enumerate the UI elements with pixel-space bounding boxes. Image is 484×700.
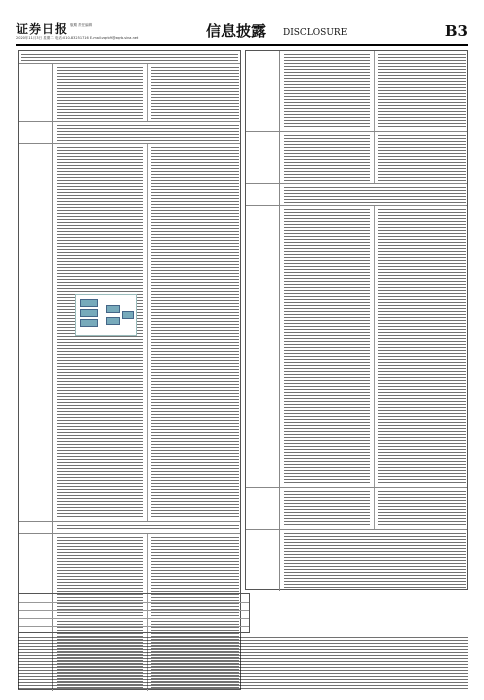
row-label xyxy=(246,132,280,183)
row-label xyxy=(246,530,280,591)
row-label xyxy=(19,522,53,533)
bottom-section xyxy=(18,593,468,690)
text-block xyxy=(282,51,372,131)
diagram-box xyxy=(106,305,120,313)
summary-table xyxy=(18,593,250,633)
column-divider xyxy=(147,144,148,521)
diagram-box xyxy=(80,299,98,307)
table-row xyxy=(246,529,467,591)
text-block xyxy=(282,206,372,487)
table-row xyxy=(246,183,467,205)
row-label xyxy=(19,144,53,521)
table-row xyxy=(19,610,249,611)
section-title: 信息披露 xyxy=(206,22,267,40)
text-block xyxy=(376,488,468,529)
text-block xyxy=(55,64,145,121)
row-label xyxy=(246,206,280,487)
right-table xyxy=(245,50,468,590)
row-label xyxy=(19,64,53,121)
column-divider xyxy=(374,488,375,529)
table-row xyxy=(19,121,240,143)
masthead-rule xyxy=(16,44,468,46)
table-row xyxy=(246,205,467,487)
text-block xyxy=(282,184,468,205)
diagram-box xyxy=(122,311,134,319)
ownership-diagram xyxy=(75,294,137,336)
table-row xyxy=(246,487,467,529)
text-block xyxy=(282,488,372,529)
dateline: 2020年11月3日 星期二 电话:010-83251716 E-mail:zqrb9@zqrb.sina.net xyxy=(16,36,139,40)
row-label xyxy=(246,51,280,131)
column-divider xyxy=(374,206,375,487)
column-divider xyxy=(374,132,375,183)
page-number: B3 xyxy=(444,22,468,40)
column-divider xyxy=(147,64,148,121)
text-block xyxy=(282,132,372,183)
closing-paragraphs xyxy=(18,637,468,690)
table-row xyxy=(246,51,467,131)
row-label xyxy=(246,488,280,529)
table-row xyxy=(19,63,240,121)
table-row xyxy=(19,618,249,619)
table-row xyxy=(19,602,249,603)
column-divider xyxy=(374,51,375,131)
row-label xyxy=(246,184,280,205)
text-block xyxy=(149,64,241,121)
table-row xyxy=(19,626,249,627)
row-label xyxy=(19,122,53,143)
text-block xyxy=(55,122,241,143)
edition-info: 版期 责任编辑 xyxy=(70,23,93,27)
table-row xyxy=(19,521,240,533)
text-block xyxy=(376,132,468,183)
text-block xyxy=(149,144,241,521)
text-block xyxy=(19,51,240,63)
text-block xyxy=(376,206,468,487)
table-row xyxy=(19,143,240,521)
text-block xyxy=(55,522,241,533)
masthead xyxy=(0,0,484,46)
diagram-box xyxy=(80,319,98,327)
text-block xyxy=(376,51,468,131)
section-title-en: DISCLOSURE xyxy=(283,28,348,38)
diagram-box xyxy=(106,317,120,325)
text-block xyxy=(282,530,468,591)
diagram-box xyxy=(80,309,98,317)
table-row xyxy=(246,131,467,183)
newspaper-logo: 证券日报 xyxy=(16,22,69,36)
table-row xyxy=(19,51,240,63)
